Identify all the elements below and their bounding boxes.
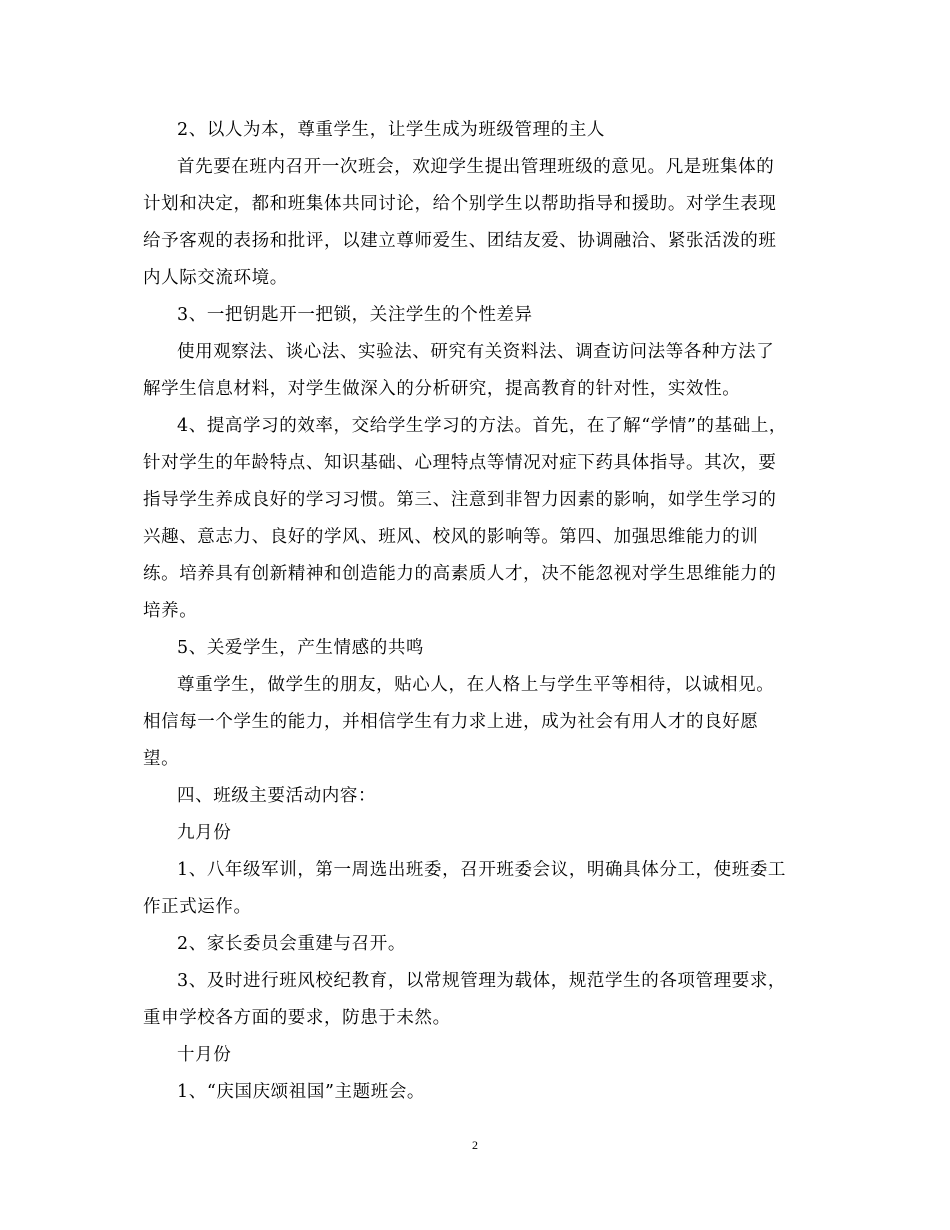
section-heading-4: 4、提高学习的效率，交给学生学习的方法。首先，在了解“学情”的基础上， — [177, 416, 788, 436]
paragraph-line: 解学生信息材料，对学生做深入的分析研究，提高教育的针对性，实效性。 — [143, 379, 741, 399]
section-heading-5: 5、关爱学生，产生情感的共鸣 — [177, 638, 425, 658]
paragraph-line: 指导学生养成良好的学习习惯。第三、注意到非智力因素的影响，如学生学习的 — [143, 490, 777, 510]
paragraph-line: 首先要在班内召开一次班会，欢迎学生提出管理班级的意见。凡是班集体的 — [177, 157, 775, 177]
paragraph-line: 尊重学生，做学生的朋友，贴心人，在人格上与学生平等相待，以诚相见。 — [177, 675, 775, 695]
month-heading-september: 九月份 — [177, 823, 232, 843]
month-heading-october: 十月份 — [177, 1045, 232, 1065]
paragraph-line: 相信每一个学生的能力，并相信学生有力求上进，成为社会有用人才的良好愿 — [143, 712, 759, 732]
list-item-line: 重申学校各方面的要求，防患于未然。 — [143, 1008, 451, 1028]
paragraph-line: 练。培养具有创新精神和创造能力的高素质人才，决不能忽视对学生思维能力的 — [143, 564, 777, 584]
list-item-line: 1、八年级军训，第一周选出班委，召开班委会议，明确具体分工，使班委工 — [177, 860, 787, 880]
paragraph-line: 望。 — [143, 749, 180, 769]
paragraph-line: 培养。 — [143, 601, 198, 621]
list-item-line: 作正式运作。 — [143, 897, 252, 917]
section-heading-3: 3、一把钥匙开一把锁，关注学生的个性差异 — [177, 305, 533, 325]
list-item-line: 1、“庆国庆颂祖国”主题班会。 — [177, 1082, 426, 1102]
list-item-line: 2、家长委员会重建与召开。 — [177, 934, 406, 954]
paragraph-line: 给予客观的表扬和批评，以建立尊师爱生、团结友爱、协调融洽、紧张活泼的班 — [143, 231, 777, 251]
paragraph-line: 兴趣、意志力、良好的学风、班风、校风的影响等。第四、加强思维能力的训 — [143, 527, 759, 547]
page-number: 2 — [472, 1138, 478, 1152]
section-heading-activities: 四、班级主要活动内容： — [177, 786, 377, 806]
section-heading-2: 2、以人为本，尊重学生，让学生成为班级管理的主人 — [177, 120, 606, 140]
paragraph-line: 针对学生的年龄特点、知识基础、心理特点等情况对症下药具体指导。其次，要 — [143, 453, 777, 473]
list-item-line: 3、及时进行班风校纪教育，以常规管理为载体，规范学生的各项管理要求， — [177, 971, 787, 991]
paragraph-line: 使用观察法、谈心法、实验法、研究有关资料法、调查访问法等各种方法了 — [177, 342, 775, 362]
paragraph-line: 计划和决定，都和班集体共同讨论，给个别学生以帮助指导和援助。对学生表现 — [143, 194, 777, 214]
paragraph-line: 内人际交流环境。 — [143, 268, 288, 288]
